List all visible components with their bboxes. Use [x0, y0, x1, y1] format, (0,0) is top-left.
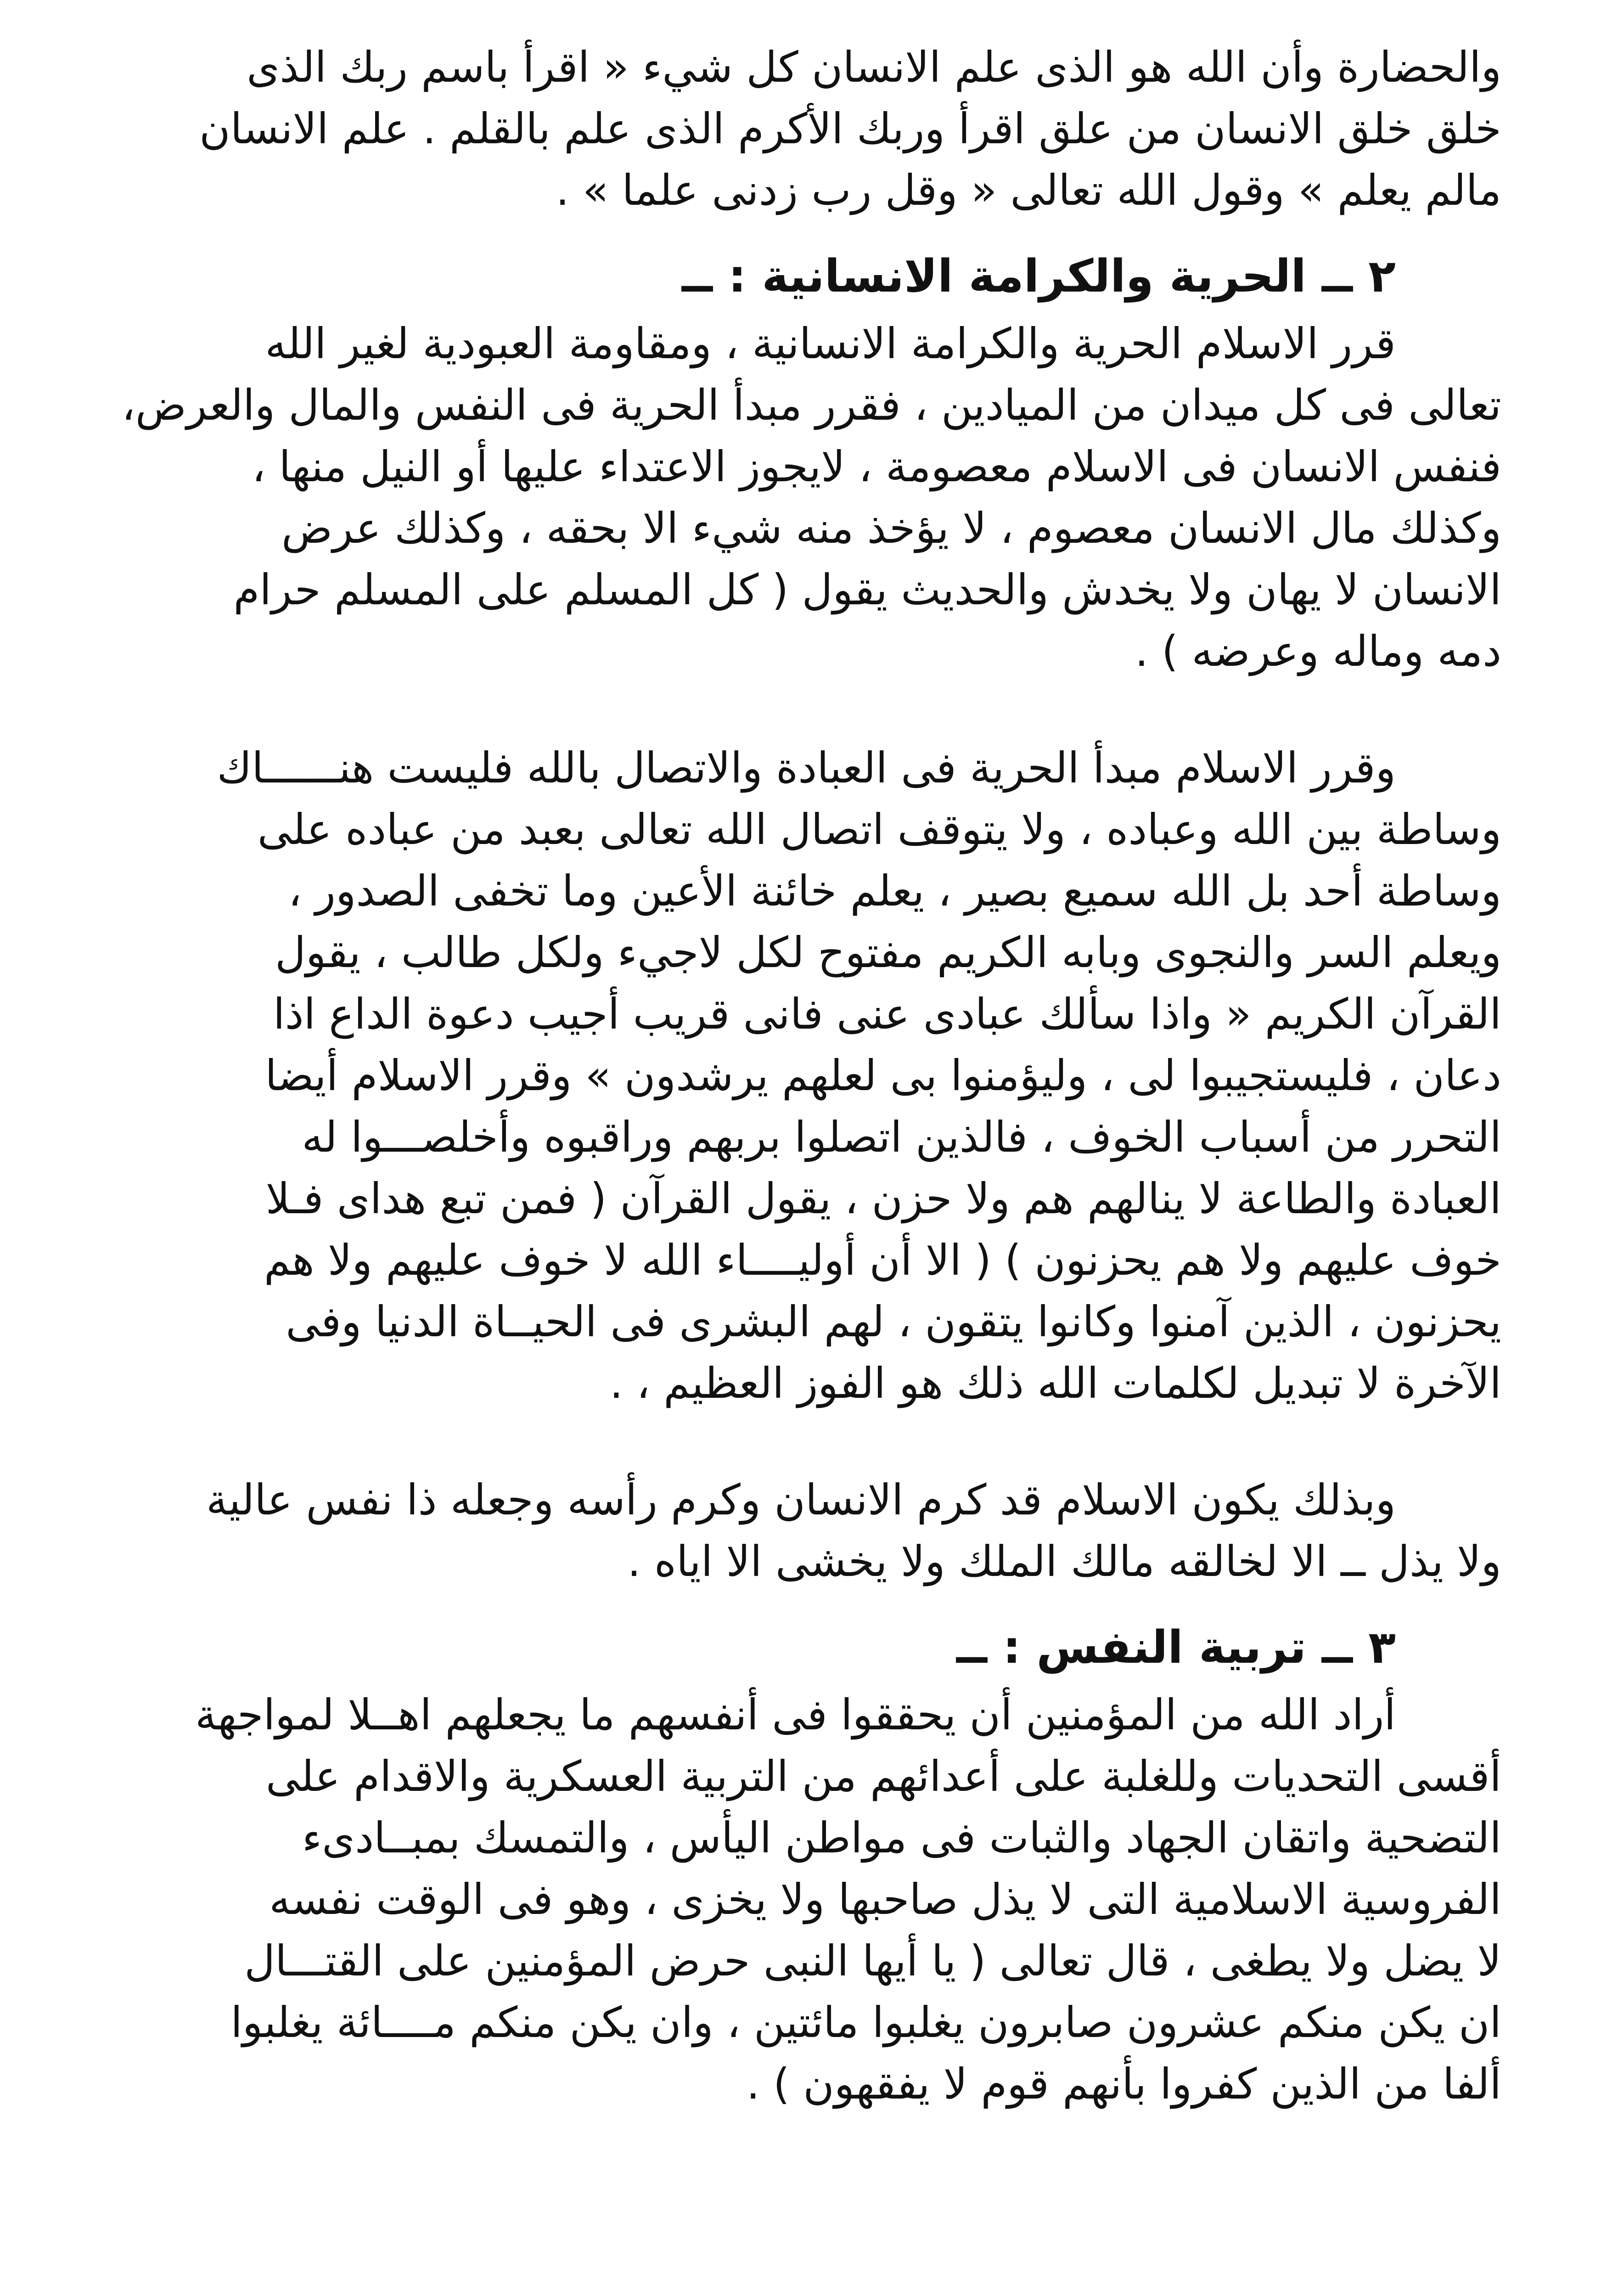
text-line: تعالى فى كل ميدان من الميادين ، فقرر مبدأ الحرية فى النفس والمال والعرض،: [122, 381, 1501, 430]
text-line: التضحية واتقان الجهاد والثبات فى مواطن اليأس ، والتمسك بمبــادىء: [302, 1813, 1501, 1863]
text-line: يحزنون ، الذين آمنوا وكانوا يتقون ، لهم البشرى فى الحيــاة الدنيا وفى: [286, 1297, 1501, 1346]
text-line: وساطة بين الله وعباده ، ولا يتوقف اتصال الله تعالى بعبد من عباده على: [257, 805, 1501, 854]
text-line: والحضارة وأن الله هو الذى علم الانسان كل شيء « اقرأ باسم ربك الذى: [247, 43, 1501, 92]
text-line: مالم يعلم » وقول الله تعالى « وقل رب زدنى علما » .: [556, 166, 1501, 215]
text-line: وقرر الاسلام مبدأ الحرية فى العبادة والاتصال بالله فليست هنــــــاك: [217, 743, 1396, 793]
text-line: ان يكن منكم عشرون صابرون يغلبوا مائتين ، وان يكن منكم مــــائة يغلبوا: [230, 1998, 1501, 2047]
text-line: ويعلم السر والنجوى وبابه الكريم مفتوح لكل لاجيء ولكل طالب ، يقول: [275, 928, 1501, 977]
section-3-heading: ٣ ــ تربية النفس : ــ: [956, 1621, 1396, 1674]
text-line: ألفا من الذين كفروا بأنهم قوم لا يفقهون ) .: [746, 2060, 1501, 2109]
text-line: خوف عليهم ولا هم يحزنون ) ( الا أن أوليــــاء الله لا خوف عليهم ولا هم: [264, 1236, 1501, 1285]
text-line: خلق خلق الانسان من علق اقرأ وربك الأكرم الذى علم بالقلم . علم الانسان: [199, 104, 1501, 153]
section-3-paragraph-1: [110, 1684, 1501, 2115]
section-2-paragraph-1: [110, 313, 1501, 682]
text-line: القرآن الكريم « واذا سألك عبادى عنى فانى قريب أجيب دعوة الداع اذا: [273, 990, 1501, 1039]
text-line: الفروسية الاسلامية التى لا يذل صاحبها ولا يخزى ، وهو فى الوقت نفسه: [269, 1875, 1501, 1924]
section-2-paragraph-3: [110, 1469, 1501, 1593]
paragraph-intro: [110, 37, 1501, 221]
section-2-heading: ٢ ــ الحرية والكرامة الانسانية : ــ: [682, 250, 1396, 303]
text-line: الآخرة لا تبديل لكلمات الله ذلك هو الفوز العظيم ، .: [609, 1359, 1501, 1408]
section-2-paragraph-2: [110, 737, 1501, 1414]
text-line: وساطة أحد بل الله سميع بصير ، يعلم خائنة الأعين وما تخفى الصدور ،: [288, 867, 1501, 916]
text-line: لا يضل ولا يطغى ، قال تعالى ( يا أيها النبى حرض المؤمنين على القتـــال: [244, 1936, 1501, 1986]
text-line: أقسى التحديات وللغلبة على أعدائهم من التربية العسكرية والاقدام على: [265, 1752, 1501, 1801]
text-line: التحرر من أسباب الخوف ، فالذين اتصلوا بربهم وراقبوه وأخلصـــوا له: [302, 1113, 1501, 1162]
text-line: فنفس الانسان فى الاسلام معصومة ، لايجوز الاعتداء عليها أو النيل منها ،: [252, 442, 1501, 491]
text-line: الانسان لا يهان ولا يخدش والحديث يقول ( كل المسلم على المسلم حرام: [233, 565, 1501, 614]
text-column: [110, 37, 1501, 2115]
text-line: ولا يذل ــ الا لخالقه مالك الملك ولا يخشى الا اياه .: [627, 1537, 1501, 1586]
text-line: دمه وماله وعرضه ) .: [1135, 627, 1501, 676]
text-line: قرر الاسلام الحرية والكرامة الانسانية ، ومقاومة العبودية لغير الله: [265, 319, 1396, 368]
text-line: وكذلك مال الانسان معصوم ، لا يؤخذ منه شيء الا بحقه ، وكذلك عرض: [281, 504, 1501, 553]
text-line: العبادة والطاعة لا ينالهم هم ولا حزن ، يقول القرآن ( فمن تبع هداى فـلا: [265, 1174, 1501, 1223]
text-line: وبذلك يكون الاسلام قد كرم الانسان وكرم رأسه وجعله ذا نفس عالية: [206, 1475, 1396, 1525]
text-line: أراد الله من المؤمنين أن يحققوا فى أنفسهم ما يجعلهم اهــلا لمواجهة: [195, 1690, 1396, 1739]
text-line: دعان ، فليستجيبوا لى ، وليؤمنوا بى لعلهم يرشدون » وقرر الاسلام أيضا: [265, 1051, 1501, 1100]
